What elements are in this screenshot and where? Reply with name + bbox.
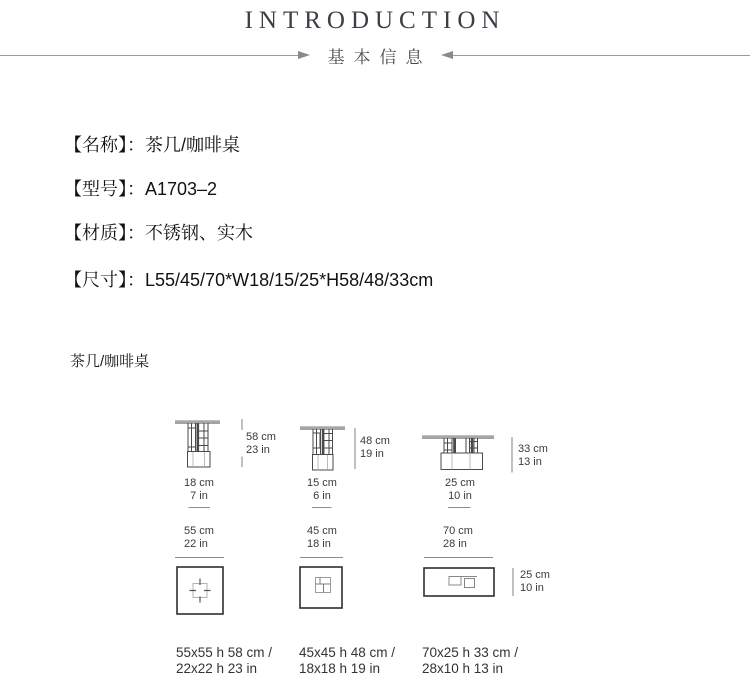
table1-topwidth-cm: 55 cm xyxy=(184,525,214,537)
table3-caption xyxy=(422,645,518,676)
table3-depth-cm: 25 cm xyxy=(520,569,550,581)
table2-height-in: 19 in xyxy=(360,447,384,460)
spec-row-name: 【名称】：茶几/咖啡桌 xyxy=(64,135,240,155)
table1-height-in: 23 in xyxy=(246,443,270,456)
table3-height-label xyxy=(518,443,548,468)
table3-height-cm: 33 cm xyxy=(518,443,548,455)
table3-caption-cm: 70x25 h 33 cm / xyxy=(422,645,519,660)
table2-legwidth-label xyxy=(297,477,347,502)
table2-legwidth-cm: 15 cm xyxy=(307,477,337,489)
table1-topwidth-in: 22 in xyxy=(184,537,208,550)
table1-legwidth-in: 7 in xyxy=(190,489,208,502)
table1-caption xyxy=(176,645,272,676)
table1-caption-in: 22x22 h 23 in xyxy=(176,660,258,676)
table1-topwidth-label xyxy=(184,525,214,550)
table3-topwidth-in: 28 in xyxy=(443,537,467,550)
page-title: INTRODUCTION xyxy=(244,7,506,34)
table2-caption xyxy=(299,645,395,676)
table3-topwidth-label xyxy=(443,525,473,550)
table3-legwidth-cm: 25 cm xyxy=(445,477,475,489)
table2-caption-cm: 45x45 h 48 cm / xyxy=(299,645,396,660)
table1-legwidth-label xyxy=(174,477,224,502)
spec-row-size: 【尺寸】：L55/45/70*W18/15/25*H58/48/33cm xyxy=(64,270,434,290)
spec-row-material: 【材质】：不锈钢、实木 xyxy=(64,223,253,243)
table1-caption-cm: 55x55 h 58 cm / xyxy=(176,645,273,660)
table2-legwidth-in: 6 in xyxy=(313,489,331,502)
table1-height-label xyxy=(246,431,276,456)
table3-legwidth-label xyxy=(434,477,486,502)
table3-depth-label xyxy=(520,569,550,594)
table2-height-label xyxy=(360,435,390,460)
table1-height-cm: 58 cm xyxy=(246,431,276,443)
table3-caption-in: 28x10 h 13 in xyxy=(422,660,504,676)
table3-legwidth-in: 10 in xyxy=(448,489,472,502)
table3-topwidth-cm: 70 cm xyxy=(443,525,473,537)
spec-row-model: 【型号】：A1703–2 xyxy=(64,179,218,199)
table3-height-in: 13 in xyxy=(518,455,542,468)
product-section-label: 茶几/咖啡桌 xyxy=(70,353,150,370)
table3-depth-in: 10 in xyxy=(520,581,544,594)
table2-height-cm: 48 cm xyxy=(360,435,390,447)
table1-legwidth-cm: 18 cm xyxy=(184,477,214,489)
table2-topwidth-cm: 45 cm xyxy=(307,525,337,537)
table2-caption-in: 18x18 h 19 in xyxy=(299,660,381,676)
section-subtitle: 基本信息 xyxy=(327,47,432,67)
table2-topwidth-in: 18 in xyxy=(307,537,331,550)
table2-topwidth-label xyxy=(307,525,337,550)
